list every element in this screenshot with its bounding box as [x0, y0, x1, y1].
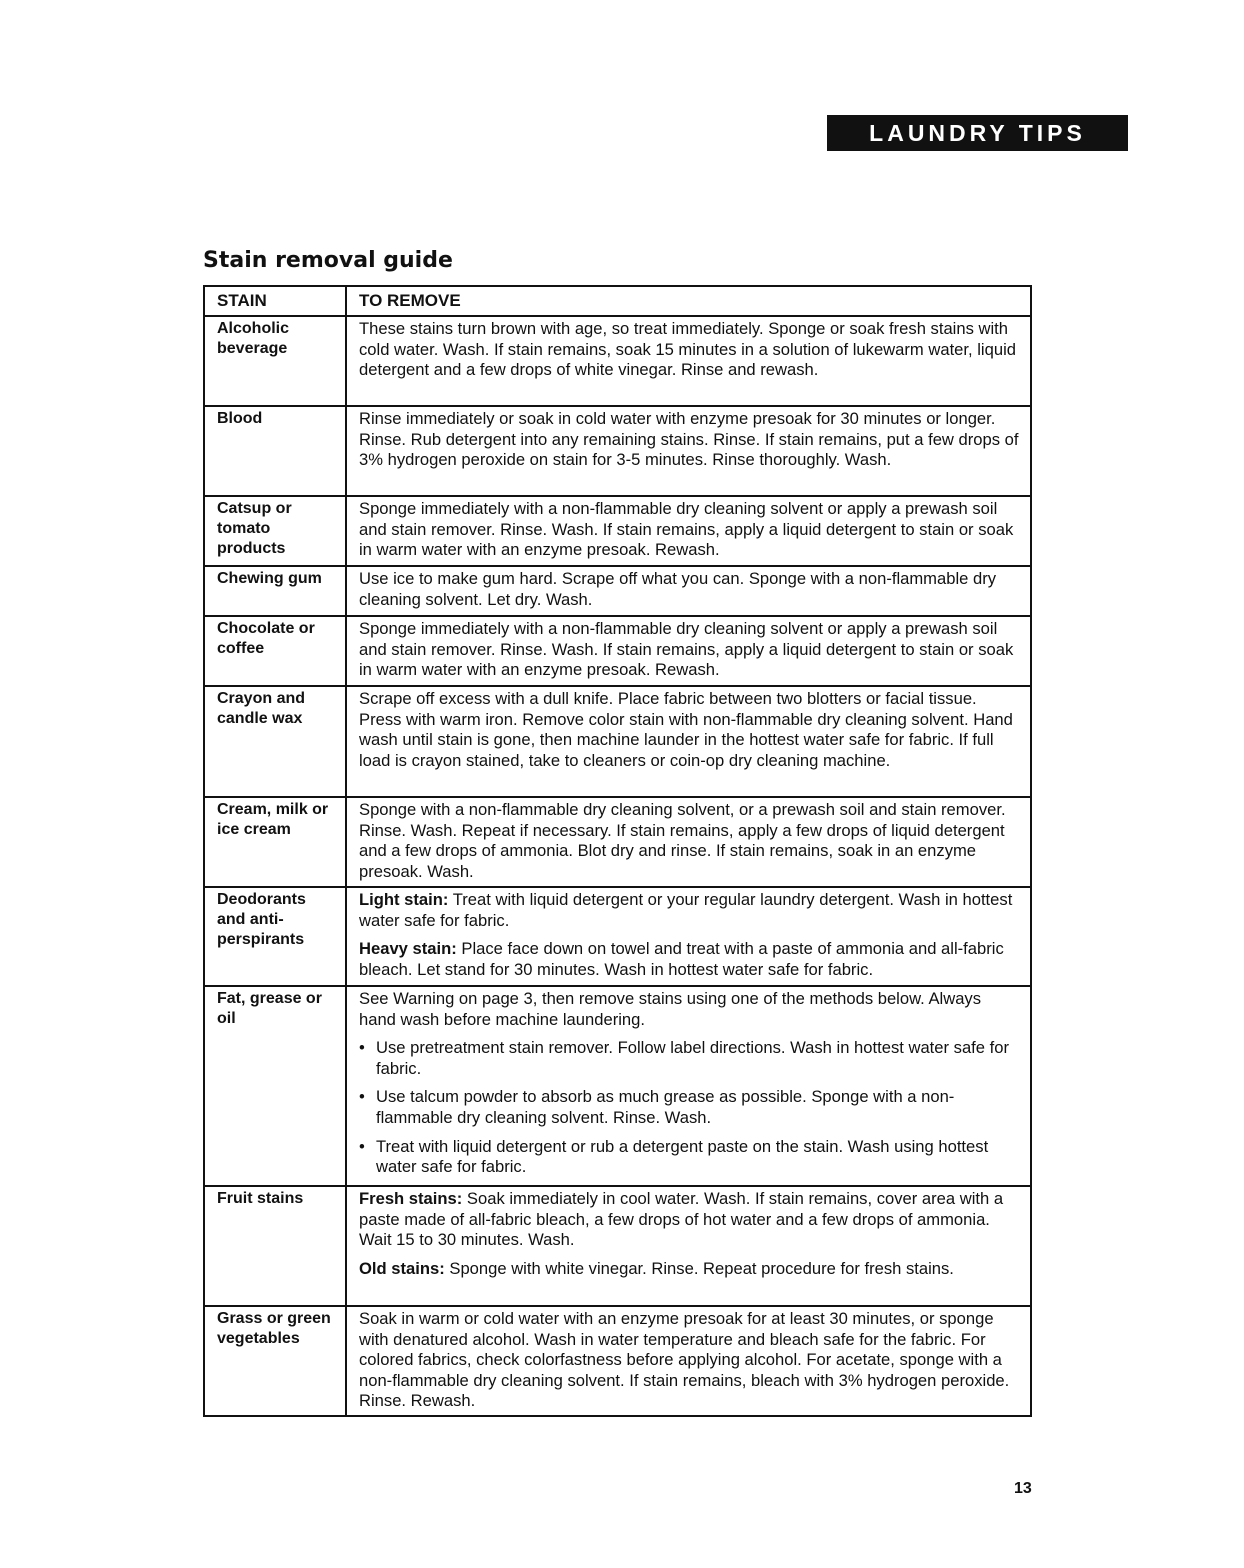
stain-name: Chewing gum	[204, 566, 346, 616]
section-banner-label: LAUNDRY TIPS	[869, 119, 1086, 146]
table-row	[204, 887, 1031, 986]
removal-instructions: Sponge with a non-flammable dry cleaning solvent, or a prewash soil and stain remover. Rinse. Wash. Repeat if necessary. If stain remains, apply a few drops of liquid detergent and a few drops of ammonia. Blot dry and rinse. If stain remains, soak in an enzyme presoak. Wash.	[346, 797, 1031, 887]
table-row	[204, 797, 1031, 887]
table-row	[204, 316, 1031, 406]
stain-name: Blood	[204, 406, 346, 496]
stain-name: Crayon and candle wax	[204, 686, 346, 797]
fresh-stains-label: Fresh stains:	[359, 1189, 463, 1208]
bullet-icon: •	[359, 1038, 365, 1058]
page-title: Stain removal guide	[203, 248, 453, 273]
old-stains-label: Old stains:	[359, 1258, 445, 1278]
list-item: • Treat with liquid detergent or rub a detergent paste on the stain. Wash using hottest water safe for fabric.	[359, 1136, 989, 1177]
intro-text: See Warning on page 3, then remove stains using one of the methods below. Always hand wash before machine laundering.	[359, 989, 982, 1029]
removal-instructions: These stains turn brown with age, so treat immediately. Sponge or soak fresh stains with cold water. Wash. If stain remains, soak 15 minutes in a solution of lukewarm water, liquid detergent and a few drops of white vinegar. Rinse and rewash.	[346, 316, 1031, 406]
old-stains-text: Sponge with white vinegar. Rinse. Repeat procedure for fresh stains.	[449, 1258, 954, 1278]
section-banner	[827, 115, 1128, 151]
light-stain-label: Light stain:	[359, 890, 449, 909]
removal-instructions	[346, 1186, 1031, 1306]
fresh-stains-text: Soak immediately in cool water. Wash. If stain remains, cover area with a paste made of all-fabric bleach, a few drops of hot water and a few drops of ammonia. Wait 15 to 30 minutes. Wash.	[359, 1189, 1004, 1250]
table-row	[204, 616, 1031, 686]
removal-instructions: Use ice to make gum hard. Scrape off what you can. Sponge with a non-flammable dry cleaning solvent. Let dry. Wash.	[346, 566, 1031, 616]
table-header-row	[204, 286, 1031, 316]
removal-instructions: Soak in warm or cold water with an enzyme presoak for at least 30 minutes, or sponge with denatured alcohol. Wash in water temperature and bleach safe for the fabric. For colored fabrics, check colorfastness before applying alcohol. For acetate, sponge with a non-flammable dry cleaning solvent. If stain remains, bleach with 3% hydrogen peroxide. Rinse. Rewash.	[346, 1306, 1031, 1416]
stain-name: Grass or green vegetables	[204, 1306, 346, 1416]
removal-instructions: Sponge immediately with a non-flammable dry cleaning solvent or apply a prewash soil and stain remover. Rinse. Wash. If stain remains, apply a liquid detergent to stain or soak in warm water with an enzyme presoak. Rewash.	[346, 496, 1031, 566]
header-stain: STAIN	[204, 286, 346, 316]
stain-name: Fruit stains	[204, 1186, 346, 1306]
list-item: • Use talcum powder to absorb as much grease as possible. Sponge with a non-flammable dry cleaning solvent. Rinse. Wash.	[359, 1087, 955, 1127]
list-item: • Use pretreatment stain remover. Follow label directions. Wash in hottest water safe for fabric.	[359, 1038, 1009, 1078]
table-row	[204, 986, 1031, 1186]
stain-name: Alcoholic beverage	[204, 316, 346, 406]
stain-name: Deodorants and anti-perspirants	[204, 887, 346, 986]
removal-instructions	[346, 887, 1031, 986]
stain-name: Chocolate or coffee	[204, 616, 346, 686]
removal-instructions	[346, 986, 1031, 1186]
removal-instructions: Rinse immediately or soak in cold water with enzyme presoak for 30 minutes or longer. Rinse. Rub detergent into any remaining stains. Rinse. If stain remains, put a few drops of 3% hydrogen peroxide on stain for 3-5 minutes. Rinse thoroughly. Wash.	[346, 406, 1031, 496]
light-stain-text: Treat with liquid detergent or your regular laundry detergent. Wash in hottest water safe for fabric.	[359, 890, 1013, 930]
removal-instructions: Scrape off excess with a dull knife. Place fabric between two blotters or facial tissue. Press with warm iron. Remove color stain with non-flammable dry cleaning solvent. Hand wash until stain is gone, then machine launder in the hottest water safe for fabric. If full load is crayon stained, take to cleaners or coin-op dry cleaning machine.	[346, 686, 1031, 797]
header-to-remove: TO REMOVE	[346, 286, 1031, 316]
stain-name: Fat, grease or oil	[204, 986, 346, 1186]
stain-name: Cream, milk or ice cream	[204, 797, 346, 887]
bullet-icon: •	[359, 1087, 365, 1107]
heavy-stain-text: Place face down on towel and treat with a paste of ammonia and all-fabric bleach. Let stand for 30 minutes. Wash in hottest water safe for fabric.	[359, 939, 1004, 979]
table-row	[204, 406, 1031, 496]
page-number: 13	[1014, 1480, 1032, 1497]
table-row	[204, 1186, 1031, 1306]
heavy-stain-label: Heavy stain:	[359, 939, 457, 959]
stain-removal-table	[203, 285, 1032, 1417]
table-row	[204, 1306, 1031, 1416]
stain-name: Catsup or tomato products	[204, 496, 346, 566]
removal-instructions: Sponge immediately with a non-flammable dry cleaning solvent or apply a prewash soil and stain remover. Rinse. Wash. If stain remains, apply a liquid detergent to stain or soak in warm water with an enzyme presoak. Rewash.	[346, 616, 1031, 686]
table-row	[204, 496, 1031, 566]
table-row	[204, 686, 1031, 797]
table-row	[204, 566, 1031, 616]
bullet-icon: •	[359, 1136, 365, 1156]
